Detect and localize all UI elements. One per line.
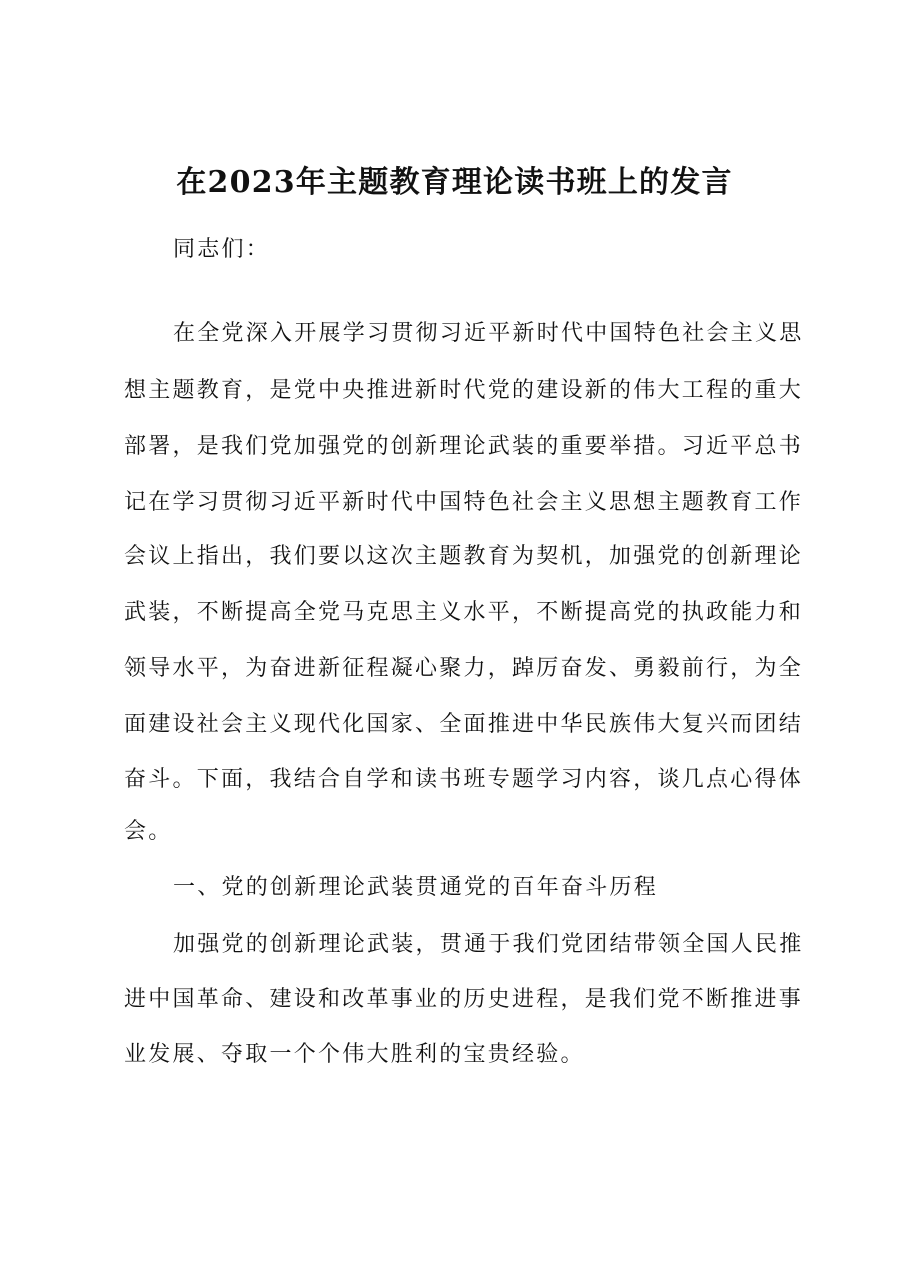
document-title: 在2023年主题教育理论读书班上的发言 [176,165,733,200]
paragraph-line: 进中国革命、建设和改革事业的历史进程，是我们党不断推进事 [124,987,804,1012]
paragraph-line: 部署，是我们党加强党的创新理论武装的重要举措。习近平总书 [124,434,804,459]
paragraph-line: 领导水平，为奋进新征程凝心聚力，踔厉奋发、勇毅前行，为全 [124,656,804,681]
paragraph-line: 在全党深入开展学习贯彻习近平新时代中国特色社会主义思 [173,321,804,346]
paragraph-line: 武装，不断提高全党马克思主义水平，不断提高党的执政能力和 [124,600,804,625]
paragraph-line: 业发展、夺取一个个伟大胜利的宝贵经验。 [124,1042,585,1067]
paragraph-line: 加强党的创新理论武装，贯通于我们党团结带领全国人民推 [173,932,804,957]
salutation: 同志们： [173,237,271,262]
paragraph-line: 面建设社会主义现代化国家、全面推进中华民族伟大复兴而团结 [124,712,804,737]
paragraph-line: 想主题教育，是党中央推进新时代党的建设新的伟大工程的重大 [124,378,804,403]
section-heading: 一、党的创新理论武装贯通党的百年奋斗历程 [173,875,659,900]
paragraph-line: 会。 [124,819,173,844]
paragraph-line: 奋斗。下面，我结合自学和读书班专题学习内容，谈几点心得体 [124,767,804,792]
paragraph-line: 记在学习贯彻习近平新时代中国特色社会主义思想主题教育工作 [124,490,804,515]
paragraph-line: 会议上指出，我们要以这次主题教育为契机，加强党的创新理论 [124,544,804,569]
